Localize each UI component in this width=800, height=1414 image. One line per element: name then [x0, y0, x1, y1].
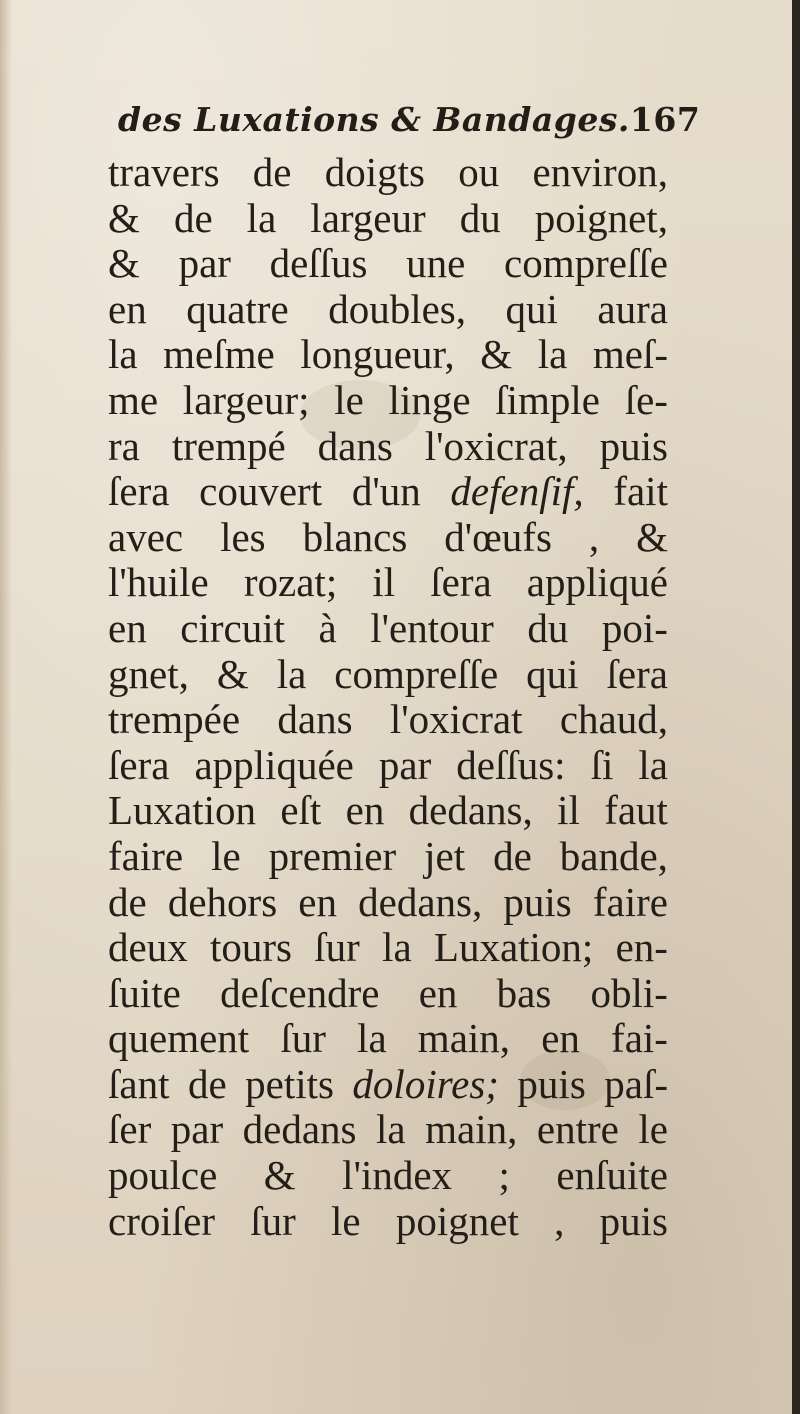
word: aura	[597, 285, 668, 332]
word: me	[108, 376, 159, 423]
word: meſ-	[592, 331, 668, 378]
word: la	[357, 1015, 387, 1062]
word: doigts	[324, 149, 425, 195]
word: bande,	[559, 832, 668, 879]
word: jet	[424, 832, 466, 879]
word: trempé	[171, 422, 286, 469]
word: circuit	[180, 604, 285, 651]
word: par	[378, 741, 432, 788]
word: ſera	[430, 559, 492, 606]
word: ſimple	[495, 376, 600, 423]
running-header	[118, 100, 701, 139]
word: par	[178, 240, 231, 287]
text-line	[108, 241, 668, 287]
word: l'index	[342, 1152, 453, 1199]
word: appliqué	[526, 559, 668, 606]
word: dans	[277, 696, 353, 743]
word: en	[108, 604, 147, 651]
word: largeur;	[182, 376, 310, 423]
word: la	[108, 331, 138, 378]
word: puis	[599, 1197, 668, 1244]
word: chaud,	[559, 696, 668, 743]
word: ſe-	[624, 376, 668, 423]
word: defenſif,	[450, 468, 584, 515]
word: appliquée	[194, 741, 354, 788]
word: ſuite	[108, 969, 181, 1016]
word: ſera	[108, 468, 170, 515]
word: deux	[108, 924, 188, 971]
word: une	[406, 240, 466, 287]
word: &	[108, 240, 140, 287]
word: du	[527, 604, 569, 651]
word: le	[334, 376, 364, 423]
word: petits	[245, 1060, 334, 1107]
word: &	[636, 513, 668, 560]
text-line	[108, 1199, 668, 1245]
word: d'œufs	[444, 513, 552, 560]
word: deſcendre	[220, 969, 380, 1016]
text-line	[108, 652, 668, 698]
word: ſur	[280, 1015, 326, 1062]
word: longueur,	[300, 331, 455, 378]
word: doloires;	[352, 1060, 499, 1107]
word: par	[170, 1106, 224, 1153]
word: d'un	[351, 468, 421, 515]
page-edge-right	[792, 0, 800, 1414]
word: à	[318, 604, 337, 651]
text-line	[108, 606, 668, 652]
word: dans	[317, 422, 393, 469]
word: deſſus:	[456, 741, 566, 788]
word: bas	[496, 969, 552, 1016]
word: de	[173, 194, 213, 241]
word: doubles,	[328, 285, 466, 332]
word: entre	[536, 1106, 619, 1153]
word: les	[220, 513, 266, 560]
text-line	[108, 196, 668, 242]
word: largeur	[310, 194, 426, 241]
word: meſme	[163, 331, 275, 378]
word: quement	[108, 1015, 250, 1062]
word: ſi	[590, 741, 614, 788]
word: &	[263, 1152, 296, 1199]
word: faire	[108, 832, 184, 879]
word: en	[298, 878, 337, 925]
word: en	[108, 285, 147, 332]
body-text	[108, 150, 668, 1244]
page-edge-left	[0, 0, 12, 1414]
word: puis	[517, 1060, 586, 1107]
word: qui	[526, 650, 579, 697]
text-line	[108, 287, 668, 333]
word: le	[638, 1106, 668, 1153]
word: en-	[615, 924, 668, 971]
text-line	[108, 469, 668, 515]
text-line	[108, 1107, 668, 1153]
word: puis	[503, 878, 572, 925]
text-line	[108, 424, 668, 470]
running-title: des Luxations & Bandages.	[118, 100, 630, 139]
word: en	[541, 1015, 580, 1062]
word: ſer	[108, 1106, 152, 1153]
word: le	[211, 832, 241, 879]
text-line	[108, 332, 668, 378]
word: ſur	[250, 1197, 296, 1244]
word: faut	[604, 787, 668, 834]
word: compreſſe	[334, 650, 499, 697]
word: en	[345, 787, 385, 834]
word: l'huile	[108, 559, 209, 606]
word: ſera	[606, 650, 668, 697]
word: poi-	[601, 604, 668, 651]
word: environ,	[532, 149, 668, 195]
word: avec	[108, 513, 184, 560]
word: paſ-	[604, 1060, 668, 1107]
word: ,	[588, 513, 600, 560]
word: blancs	[302, 513, 408, 560]
word: de	[108, 878, 147, 925]
text-line	[108, 560, 668, 606]
word: l'oxicrat,	[424, 422, 568, 469]
word: enſuite	[556, 1152, 668, 1199]
word: qui	[505, 285, 558, 332]
word: ;	[498, 1152, 510, 1199]
text-line	[108, 1062, 668, 1108]
word: travers	[108, 149, 220, 195]
text-line	[108, 925, 668, 971]
word: poignet,	[534, 194, 668, 241]
word: &	[108, 194, 140, 241]
word: en	[418, 969, 458, 1016]
word: ſur	[314, 924, 360, 971]
word: la	[382, 924, 412, 971]
word: l'entour	[370, 604, 494, 651]
word: ſant	[108, 1060, 170, 1107]
word: compreſſe	[504, 240, 668, 287]
page-number: 167	[629, 100, 701, 139]
text-line	[108, 743, 668, 789]
text-line	[108, 515, 668, 561]
text-line	[108, 788, 668, 834]
word: premier	[268, 832, 397, 879]
word: main,	[417, 1015, 511, 1062]
word: de	[252, 149, 292, 195]
word: ſera	[108, 741, 170, 788]
text-line	[108, 971, 668, 1017]
word: de	[493, 832, 532, 879]
text-line	[108, 378, 668, 424]
word: quatre	[186, 285, 289, 332]
word: il	[372, 559, 396, 606]
word: la	[246, 194, 277, 241]
text-line	[108, 834, 668, 880]
word: la	[537, 331, 568, 378]
word: couvert	[199, 468, 323, 515]
word: du	[459, 194, 501, 241]
word: il	[557, 787, 580, 834]
word: poulce	[108, 1152, 218, 1199]
word: le	[331, 1197, 361, 1244]
text-line	[108, 1016, 668, 1062]
word: ,	[554, 1197, 565, 1244]
word: obli-	[590, 969, 668, 1016]
word: deſſus	[269, 240, 368, 287]
word: fai-	[611, 1015, 668, 1062]
word: Luxation;	[433, 924, 594, 971]
word: main,	[425, 1106, 518, 1153]
word: eſt	[280, 787, 322, 834]
word: faire	[592, 878, 668, 925]
word: dedans,	[408, 787, 533, 834]
word: tours	[209, 924, 292, 971]
word: croiſer	[108, 1197, 215, 1244]
word: dedans	[242, 1106, 357, 1153]
word: fait	[613, 468, 668, 515]
text-line	[108, 1153, 668, 1199]
word: ra	[108, 422, 140, 469]
word: dehors	[167, 878, 278, 925]
word: Luxation	[108, 787, 257, 834]
word: l'oxicrat	[389, 696, 523, 743]
word: &	[480, 331, 513, 378]
word: de	[187, 1060, 227, 1107]
word: gnet,	[108, 650, 189, 697]
text-line	[108, 697, 668, 743]
word: rozat;	[243, 559, 338, 606]
text-line	[108, 150, 668, 196]
word: puis	[599, 422, 668, 469]
word: la	[376, 1106, 406, 1153]
word: la	[276, 650, 307, 697]
word: linge	[388, 376, 471, 423]
word: poignet	[395, 1197, 519, 1244]
word: la	[638, 741, 668, 788]
word: ou	[458, 149, 500, 195]
word: trempée	[108, 696, 241, 743]
text-line	[108, 880, 668, 926]
word: &	[216, 650, 249, 697]
word: dedans,	[358, 878, 483, 925]
